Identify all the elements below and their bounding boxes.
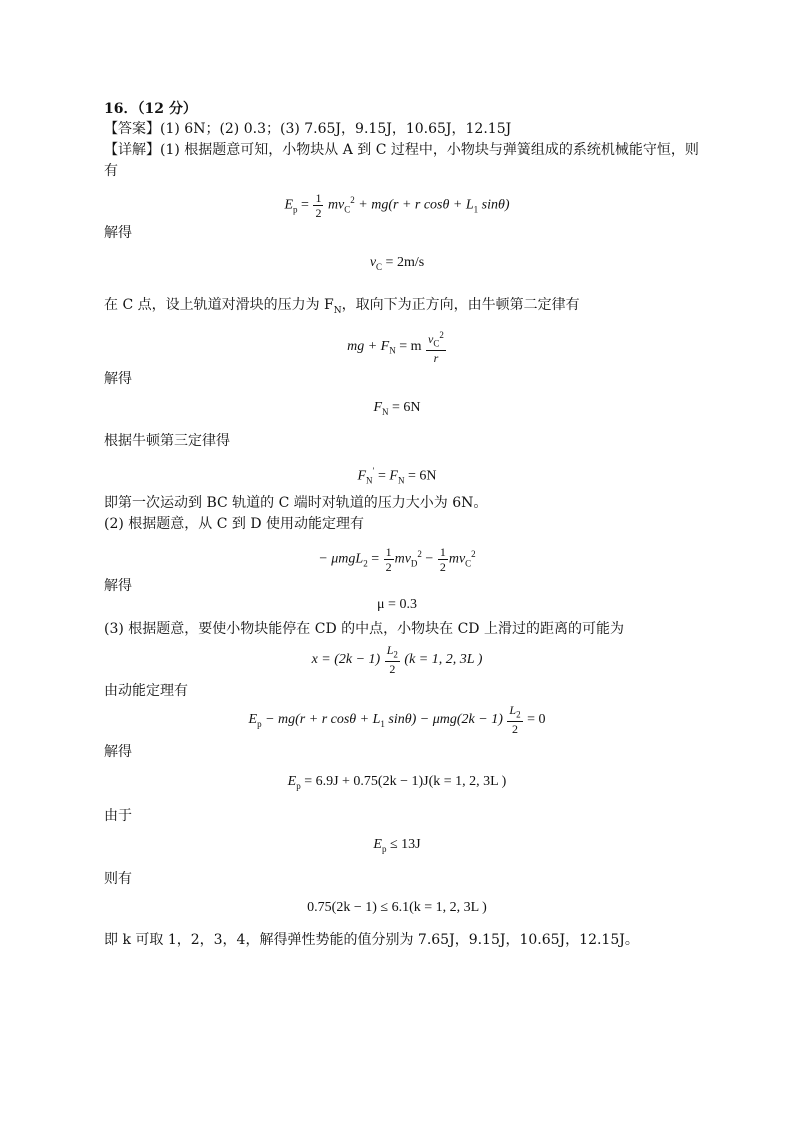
equation-elastic-energy: $E_p = 6.9J + 0.75(2k - 1)J(k = 1$, 2, 3L ) bbox=[287, 774, 507, 791]
part-3-line: (3) 根据题意，要使小物块能停在 CD 的中点，小物块在 CD 上滑过的距离的可能为 bbox=[104, 621, 624, 637]
solve-label-4: 解得 bbox=[104, 744, 132, 760]
solve-label-2: 解得 bbox=[104, 371, 132, 387]
equation-distance: x = (2k − 1) $\frac{L_2}{2}$ (k = 1, 2, 3L ) bbox=[311, 643, 483, 677]
question-heading: 16．（12 分） bbox=[104, 101, 197, 117]
fraction-half: $\frac{1}{2}$ bbox=[315, 190, 322, 220]
equation-inequality: 0.75(2k − 1) ≤ 6.1(k = 1, 2, 3L ) bbox=[307, 900, 487, 915]
equation-newton-third: $F_N' = F_N = 6N$ bbox=[357, 466, 437, 486]
fraction-v-over-r: $\frac{v_C^2}{r}$ bbox=[428, 330, 444, 366]
detail-line-1: 【详解】(1) 根据题意可知，小物块从 A 到 C 过程中，小物块与弹簧组成的系统机械能守恒，则 bbox=[104, 142, 699, 158]
equation-velocity-c: $v_C = 2m/s$ bbox=[369, 255, 425, 272]
part-2-line: (2) 根据题意，从 C 到 D 使用动能定理有 bbox=[104, 516, 365, 532]
solve-label-3: 解得 bbox=[104, 578, 132, 594]
conclusion-part-1: 即第一次运动到 BC 轨道的 C 端时对轨道的压力大小为 6N。 bbox=[104, 495, 488, 511]
newton-third-line: 根据牛顿第三定律得 bbox=[104, 433, 230, 449]
since-line: 由于 bbox=[104, 808, 132, 824]
final-conclusion: 即 k 可取 1，2，3，4，解得弹性势能的值分别为 7.65J，9.15J，10.65J，12.15J。 bbox=[104, 932, 639, 948]
c-point-line: 在 C 点，设上轨道对滑块的压力为 $F_N$，取向下为正方向，由牛顿第二定律有 bbox=[104, 297, 580, 316]
equation-energy-limit: $E_p \le 13J$ bbox=[373, 837, 421, 854]
equation-work-energy: − μmgL$_2$ = $\frac{1}{2}$ $mv_D^2$ − $\frac{1}{2}$ $mv_C^2$ bbox=[318, 544, 476, 574]
equation-newton-second: mg + $F_N = m$ $\frac{v_C^2}{r}$ bbox=[347, 330, 444, 366]
equation-friction-coefficient: μ = 0.3 bbox=[377, 597, 417, 612]
detail-line-1b: 有 bbox=[104, 163, 118, 179]
by-theorem-line: 由动能定理有 bbox=[104, 683, 188, 699]
equation-energy-balance: $E_p - mg(r + r$ $\cos\theta + L_1$ sinθ) − μmg(2k − 1) $\frac{L_2}{2}$ = 0 bbox=[248, 703, 546, 737]
answer-line: 【答案】(1) 6N；(2) 0.3；(3) 7.65J，9.15J，10.65J，12.15J bbox=[104, 121, 512, 137]
solve-label-1: 解得 bbox=[104, 225, 132, 241]
equation-normal-force: $F_N = 6N$ bbox=[373, 400, 421, 417]
equation-energy-conservation: $E_p$ = $\frac{1}{2}$ $mv_C^2 + mg(r + r$ $\cos\theta + L_1$ sinθ) bbox=[284, 190, 510, 220]
then-line: 则有 bbox=[104, 871, 132, 887]
